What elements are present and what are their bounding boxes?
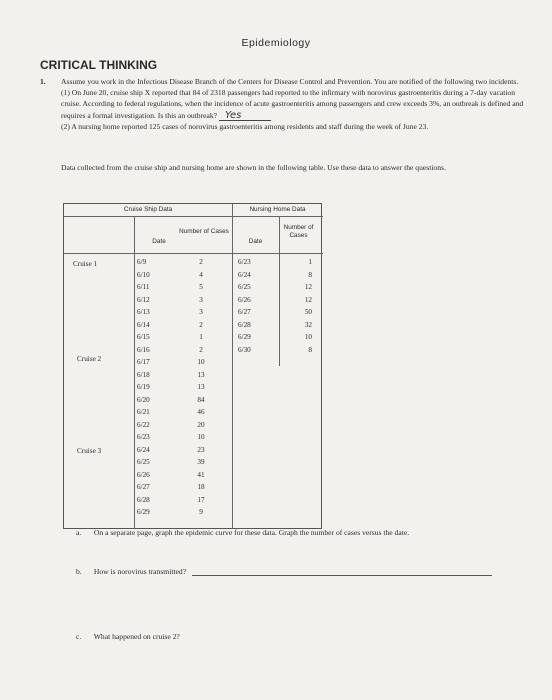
part-a xyxy=(76,528,409,537)
cruise-row-cases: 46 xyxy=(197,408,205,416)
nursing-row-cases: 50 xyxy=(304,308,312,316)
cruise-row-date: 6/14 xyxy=(137,320,150,329)
handwritten-answer: Yes xyxy=(219,111,271,121)
cruise-row-date: 6/26 xyxy=(137,470,150,479)
cruise-row-date: 6/12 xyxy=(137,295,150,304)
nursing-cases-col-header: Number of Cases xyxy=(283,224,314,239)
cruise-row-date: 6/21 xyxy=(137,408,150,416)
cruise-row-cases: 18 xyxy=(197,483,205,491)
cruise-row-date: 6/22 xyxy=(137,420,150,429)
cruise-row-cases: 10 xyxy=(197,433,205,441)
question-number: 1. xyxy=(40,77,46,86)
cruise-row-date: 6/11 xyxy=(137,283,150,291)
cruise-row-date: 6/24 xyxy=(137,445,150,454)
cruise-row-cases: 10 xyxy=(197,358,205,366)
cruise-ship-header: Cruise Ship Data xyxy=(123,206,173,213)
cruise-row-date: 6/27 xyxy=(137,483,150,491)
cruise-row-cases: 84 xyxy=(197,395,205,404)
cruise-row-date: 6/16 xyxy=(137,345,150,354)
question-1-intro: Assume you work in the Infectious Disease Branch of the Centers for Disease Control and Prevention. You are notified of the following two incidents. (1) On June 20, cruise ship X reported that 84 of 2318 passengers had reported to the infirmary with norovirus gastroenteritis during a 7-day vacation cruise. According to federal regulations, when the incidence of acute gastroenteritis among passengers and crew exceeds 3%, an outbreak is defined and requires a formal investigation. Is this an outbreak? Yes xyxy=(61,77,524,121)
table-divider-cruise-label xyxy=(134,216,135,528)
nursing-row-cases: 12 xyxy=(304,283,312,291)
part-b xyxy=(76,567,492,576)
table-rule-header xyxy=(64,253,323,254)
cruise-row-cases: 1 xyxy=(199,333,203,341)
cruise-row-cases: 5 xyxy=(199,283,203,291)
cruise-row-cases: 23 xyxy=(197,445,205,454)
nursing-row-date: 6/26 xyxy=(238,295,251,304)
nursing-row-date: 6/27 xyxy=(238,308,251,316)
cruise-row-date: 6/28 xyxy=(137,495,150,504)
cruise-row-date: 6/18 xyxy=(137,370,150,379)
cruise-3-label: Cruise 3 xyxy=(77,447,102,455)
chapter-header: Epidemiology xyxy=(241,37,311,49)
cruise-row-cases: 2 xyxy=(199,345,203,354)
cruise-row-cases: 4 xyxy=(199,270,203,279)
nursing-date-col-header: Date xyxy=(248,238,263,245)
part-a-label: a. xyxy=(76,528,82,537)
nursing-home-header: Nursing Home Data xyxy=(249,206,306,213)
data-intro: Data collected from the cruise ship and nursing home are shown in the following table. Use these data to answer the questions. xyxy=(61,163,446,172)
nursing-row-cases: 12 xyxy=(304,295,312,304)
cruise-row-cases: 20 xyxy=(197,420,205,429)
outbreak-data-table xyxy=(63,203,322,529)
nursing-row-cases: 1 xyxy=(308,258,312,266)
cruise-row-date: 6/25 xyxy=(137,458,150,466)
part-b-label: b. xyxy=(76,567,82,576)
nursing-row-date: 6/24 xyxy=(238,270,251,279)
nursing-row-date: 6/28 xyxy=(238,320,251,329)
cruise-2-label: Cruise 2 xyxy=(77,355,102,363)
cruise-date-col-header: Date xyxy=(152,238,166,245)
nursing-row-cases: 10 xyxy=(304,333,312,341)
cruise-row-date: 6/15 xyxy=(137,333,150,341)
part-c-text: What happened on cruise 2? xyxy=(93,632,180,641)
cruise-row-cases: 9 xyxy=(199,508,203,516)
section-title: CRITICAL THINKING xyxy=(40,58,158,72)
question-1 xyxy=(40,76,528,132)
question-1-incident-2: (2) A nursing home reported 125 cases of norovirus gastroenteritis among residents and staff during the week of June 23. xyxy=(61,121,429,131)
table-rule-top xyxy=(64,216,323,217)
part-a-text: On a separate page, graph the epidemic curve for these data. Graph the number of cases versus the date. xyxy=(93,528,410,537)
cruise-row-cases: 41 xyxy=(197,470,205,479)
nursing-row-cases: 8 xyxy=(308,270,312,279)
cruise-row-cases: 13 xyxy=(197,383,205,391)
part-c-label: c. xyxy=(76,632,82,641)
cruise-cases-col-header: Number of Cases xyxy=(179,228,229,235)
cruise-row-cases: 2 xyxy=(199,320,203,329)
cruise-1-label: Cruise 1 xyxy=(73,260,98,268)
part-b-text: How is norovirus transmitted? xyxy=(93,567,187,576)
nursing-row-date: 6/25 xyxy=(238,283,251,291)
cruise-row-cases: 17 xyxy=(197,495,205,504)
cruise-row-cases: 13 xyxy=(197,370,205,379)
cruise-row-date: 6/17 xyxy=(137,358,150,366)
nursing-row-date: 6/30 xyxy=(238,345,251,354)
part-c xyxy=(76,632,180,641)
part-b-answer-line[interactable] xyxy=(192,575,492,576)
cruise-row-date: 6/10 xyxy=(137,270,150,279)
nursing-row-cases: 32 xyxy=(304,320,312,329)
cruise-row-date: 6/19 xyxy=(137,383,150,391)
cruise-row-date: 6/13 xyxy=(137,308,150,316)
nursing-row-cases: 8 xyxy=(308,345,312,354)
nursing-row-date: 6/23 xyxy=(238,258,251,266)
cruise-row-cases: 2 xyxy=(199,258,203,266)
nursing-row-date: 6/29 xyxy=(238,333,251,341)
cruise-row-date: 6/9 xyxy=(137,258,147,266)
cruise-row-cases: 39 xyxy=(197,458,205,466)
cruise-row-date: 6/23 xyxy=(137,433,150,441)
cruise-row-date: 6/29 xyxy=(137,508,150,516)
cruise-row-cases: 3 xyxy=(199,308,203,316)
cruise-row-cases: 3 xyxy=(199,295,203,304)
cruise-row-date: 6/20 xyxy=(137,395,150,404)
